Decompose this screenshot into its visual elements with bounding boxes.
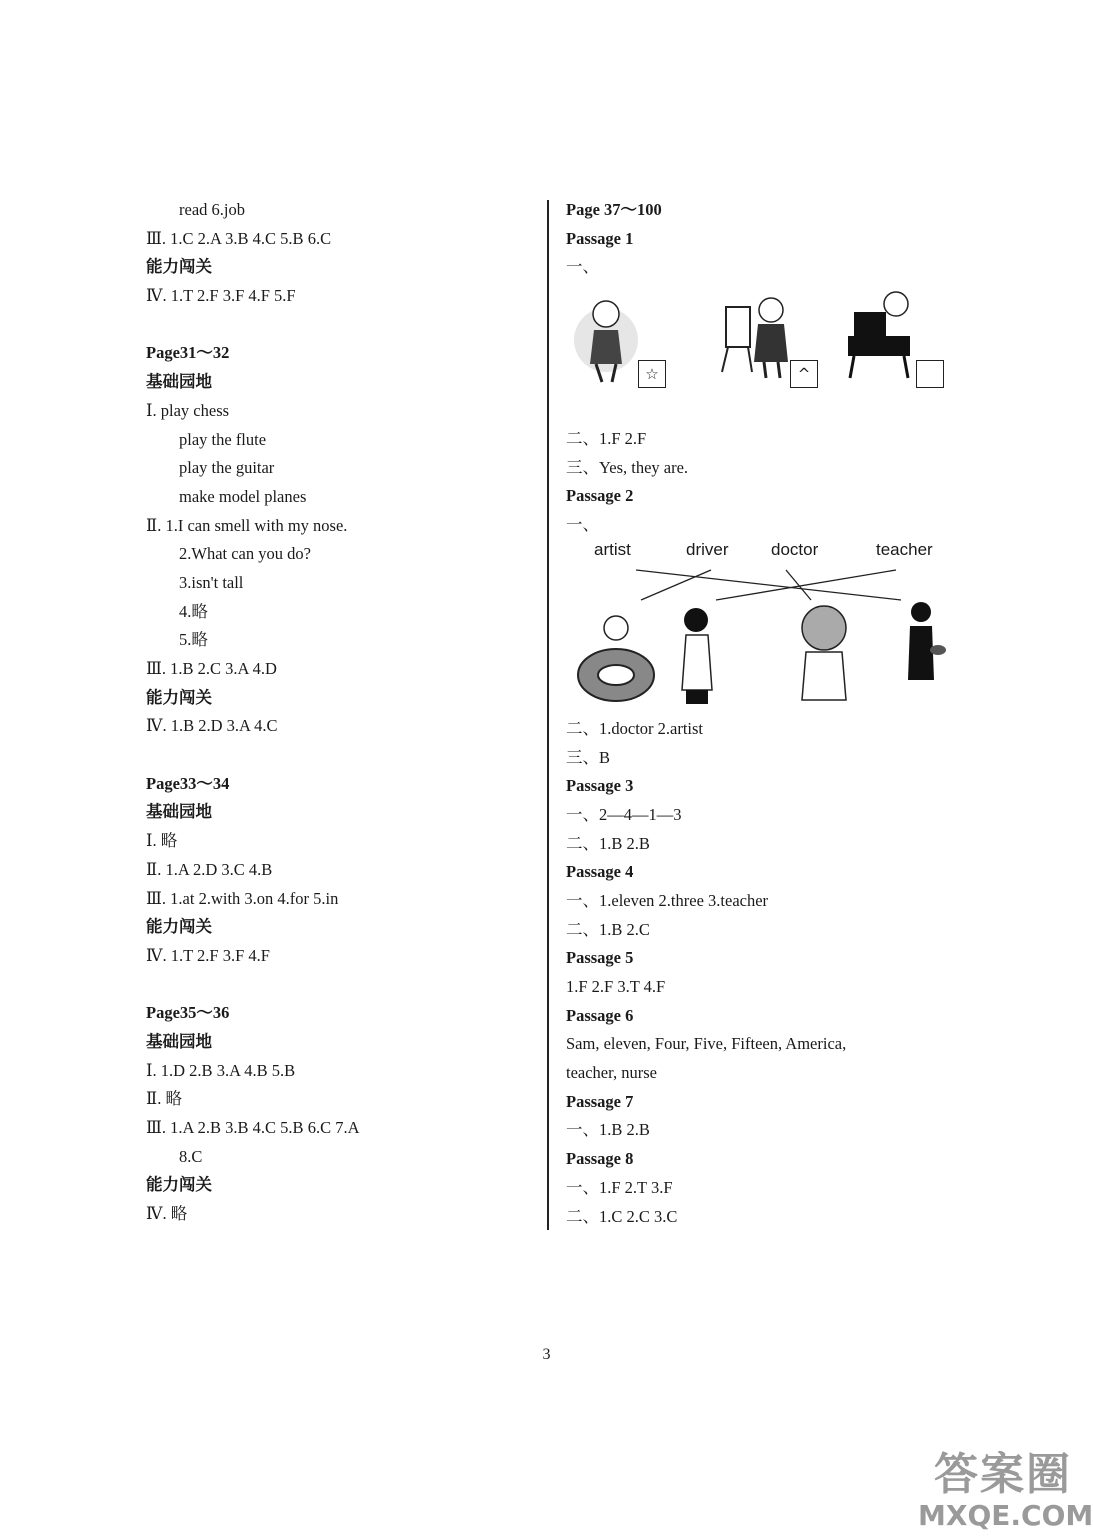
answer-line: make model planes: [179, 486, 307, 506]
answer-line: Sam, eleven, Four, Five, Fifteen, America,: [566, 1034, 847, 1054]
passage1-figure: [566, 282, 966, 425]
answer-line: play the guitar: [179, 458, 275, 478]
text-line: read 6.job: [179, 200, 245, 219]
section-heading: 能力闯关: [146, 1175, 212, 1195]
answer-line: 1.F 2.F 3.T 4.F: [566, 977, 666, 996]
answer-line: teacher, nurse: [566, 1063, 657, 1083]
answer-line: 一、1.B 2.B: [566, 1120, 650, 1140]
answer-line: Ⅳ. 1.T 2.F 3.F 4.F 5.F: [146, 286, 296, 306]
page-heading: Page33～34: [146, 773, 230, 793]
job-label-artist: artist: [594, 539, 631, 559]
passage2-figure: [566, 540, 966, 715]
answer-line: 三、B: [566, 747, 611, 767]
mark-box-3: [916, 360, 944, 388]
answer-line: 8.C: [179, 1146, 203, 1166]
watermark-url: MXQE.COM: [918, 1499, 1093, 1532]
girl-activities-illustration: [566, 282, 966, 425]
answer-line: play the flute: [179, 429, 267, 449]
answer-line: 二、1.F 2.F: [566, 429, 647, 449]
answer-line: 一、: [566, 257, 599, 277]
answer-line: Ⅱ. 1.A 2.D 3.C 4.B: [146, 859, 273, 879]
answer-line: 3.isn't tall: [179, 572, 244, 592]
page-heading: Page31～32: [146, 343, 230, 363]
answer-line: 一、1.eleven 2.three 3.teacher: [566, 890, 769, 910]
section-heading: 基础园地: [146, 802, 212, 822]
passage-heading: Passage 5: [566, 948, 634, 968]
answer-line: 三、Yes, they are.: [566, 457, 689, 477]
answer-line: 4.略: [179, 601, 208, 621]
watermark-logo: [918, 1449, 1093, 1532]
passage-heading: Passage 2: [566, 486, 634, 506]
answer-line: 二、1.B 2.B: [566, 833, 650, 853]
page-number: 3: [542, 1346, 551, 1363]
answer-line: Ⅲ. 1.B 2.C 3.A 4.D: [146, 659, 277, 678]
mark-box-2: ^: [790, 360, 818, 388]
answer-line: Ⅱ. 1.I can smell with my nose.: [146, 515, 348, 535]
passage-heading: Passage 4: [566, 862, 634, 882]
answer-line: Ⅳ. 1.B 2.D 3.A 4.C: [146, 716, 278, 736]
job-label-teacher: teacher: [876, 539, 933, 559]
section-heading: 基础园地: [146, 1031, 212, 1051]
answer-line: 一、2—4—1—3: [566, 804, 682, 824]
section-heading: 能力闯关: [146, 917, 212, 937]
answer-line: 2.What can you do?: [179, 544, 311, 564]
answer-line: Ⅰ. 1.D 2.B 3.A 4.B 5.B: [146, 1060, 296, 1080]
passage-heading: Passage 1: [566, 228, 634, 248]
answer-line: 5.略: [179, 630, 208, 650]
page-heading: Page35～36: [146, 1003, 230, 1023]
answer-line: Ⅱ. 略: [146, 1089, 182, 1109]
answer-line: 一、: [566, 515, 599, 535]
job-label-driver: driver: [686, 539, 729, 559]
page-heading: Page 37～100: [566, 200, 662, 219]
section-heading: 能力闯关: [146, 257, 212, 277]
answer-line: Ⅲ. 1.at 2.with 3.on 4.for 5.in: [146, 888, 339, 908]
answer-line: 二、1.C 2.C 3.C: [566, 1206, 678, 1226]
answer-line: Ⅲ. 1.C 2.A 3.B 4.C 5.B 6.C: [146, 228, 332, 248]
answer-line: Ⅰ. 略: [146, 831, 178, 851]
left-column: [146, 196, 536, 1229]
mark-box-1: ☆: [638, 360, 666, 388]
answer-line: Ⅰ. play chess: [146, 400, 230, 420]
passage-heading: Passage 7: [566, 1091, 634, 1111]
matching-illustration: [566, 540, 966, 715]
answer-line: Ⅲ. 1.A 2.B 3.B 4.C 5.B 6.C 7.A: [146, 1118, 360, 1137]
answer-line: 二、1.doctor 2.artist: [566, 718, 704, 738]
section-heading: 基础园地: [146, 372, 212, 392]
section-heading: 能力闯关: [146, 687, 212, 707]
job-label-doctor: doctor: [771, 539, 819, 559]
right-column: [566, 196, 966, 1231]
passage-heading: Passage 8: [566, 1149, 634, 1169]
column-divider: [547, 200, 549, 1230]
passage-heading: Passage 3: [566, 776, 634, 796]
answer-line: 二、1.B 2.C: [566, 919, 650, 939]
answer-line: Ⅳ. 1.T 2.F 3.F 4.F: [146, 945, 270, 965]
passage-heading: Passage 6: [566, 1005, 634, 1025]
answer-line: Ⅳ. 略: [146, 1204, 188, 1224]
watermark-title: 答案圈: [934, 1449, 1072, 1500]
answer-line: 一、1.F 2.T 3.F: [566, 1177, 673, 1197]
